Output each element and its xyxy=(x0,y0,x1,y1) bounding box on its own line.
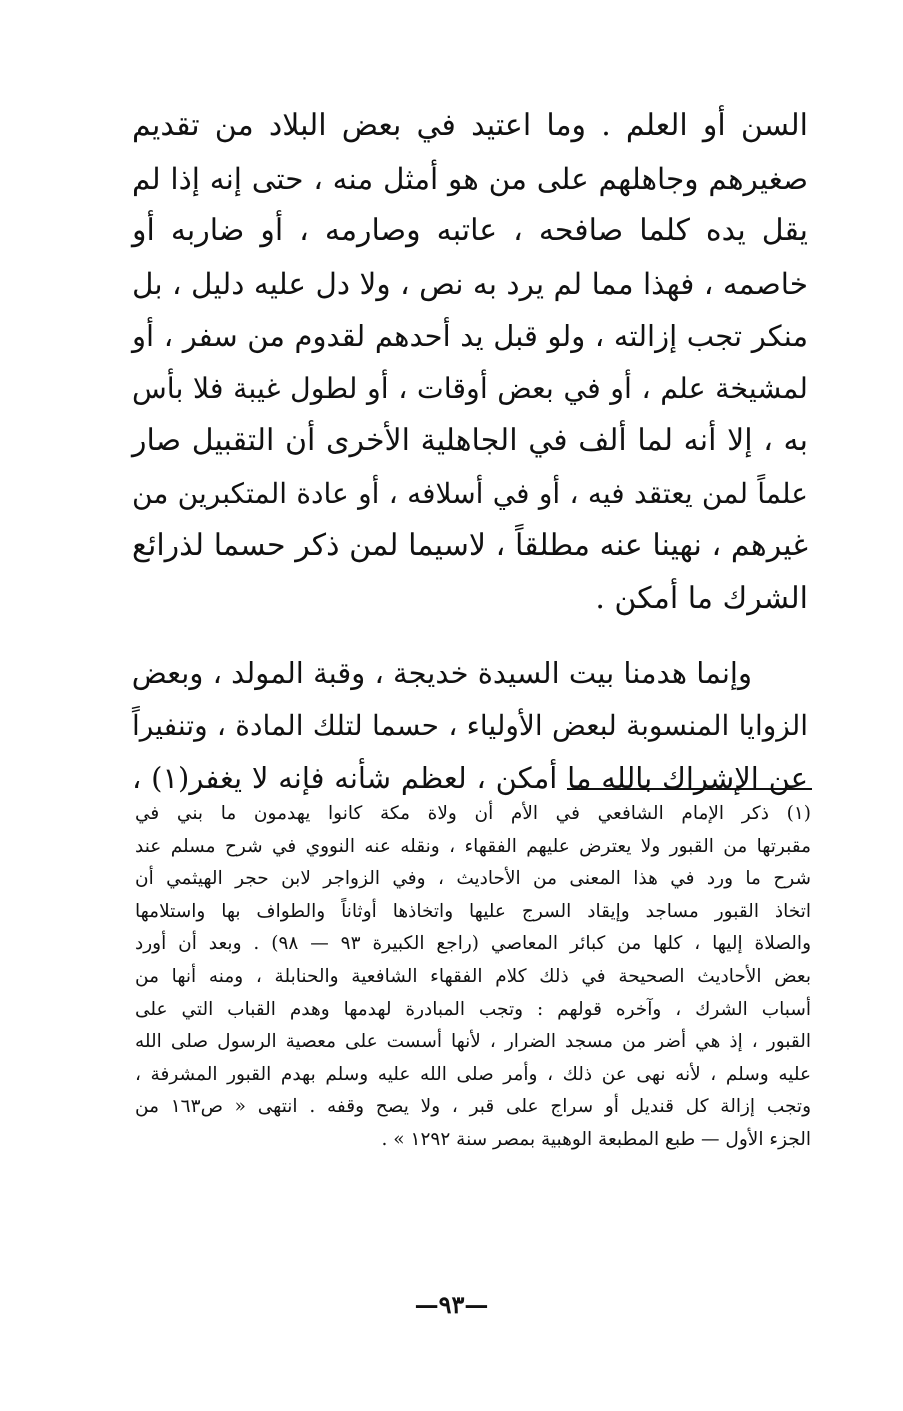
footnote-separator xyxy=(567,788,812,790)
text-line: لمشيخة علم ، أو في بعض أوقات ، أو لطول غيبة فلا بأس xyxy=(132,371,808,405)
text-line: الشرك ما أمكن . xyxy=(595,580,808,616)
footnote-line: أسباب الشرك ، وآخره قولهم : وتجب المبادرة لهدمها وهدم القباب التي على xyxy=(135,998,811,1020)
footnote-line: بعض الأحاديث الصحيحة في ذلك كلام الفقهاء الشافعية والحنابلة ، ومنه أنها من xyxy=(135,965,811,987)
text-line: يقل يده كلما صافحه ، عاتبه وصارمه ، أو ضاربه أو xyxy=(132,213,808,248)
main-text xyxy=(132,100,808,805)
text-line: عن الإشراك بالله ما أمكن ، لعظم شأنه فإنه لا يغفر(١) ، xyxy=(132,761,808,795)
page-number: —٩٣— xyxy=(414,1290,489,1319)
text-line: صغيرهم وجاهلهم على من هو أمثل منه ، حتى إنه إذا لم xyxy=(132,161,808,196)
footnote-line: الجزء الأول — طبع المطبعة الوهبية بمصر سنة ١٢٩٢ » . xyxy=(381,1128,811,1150)
footnote-line: القبور ، إذ هي أضر من مسجد الضرار ، لأنها أسست على معصية الرسول صلى الله xyxy=(135,1031,811,1053)
text-line: به ، إلا أنه لما ألف في الجاهلية الأخرى أن التقبيل صار xyxy=(132,423,808,458)
footnote-line: عليه وسلم ، لأنه نهى عن ذلك ، وأمر صلى الله عليه وسلم بهدم القبور المشرفة ، xyxy=(135,1063,811,1085)
footnote-line: مقبرتها من القبور ولا يعترض عليهم الفقهاء ، ونقله عنه النووي في شرح مسلم عند xyxy=(135,835,811,857)
text-line: خاصمه ، فهذا مما لم يرد به نص ، ولا دل عليه دليل ، بل xyxy=(132,266,808,301)
text-line: علماً لمن يعتقد فيه ، أو في أسلافه ، أو عادة المتكبرين من xyxy=(132,476,808,510)
text-line: وإنما هدمنا بيت السيدة خديجة ، وقبة المولد ، وبعض xyxy=(131,656,752,690)
text-line: السن أو العلم . وما اعتيد في بعض البلاد من تقديم xyxy=(132,108,808,143)
footnote-line: وتجب إزالة كل قنديل أو سراج على قبر ، ولا يصح وقفه . انتهى « ص١٦٣ من xyxy=(135,1096,812,1118)
paragraph-gap xyxy=(132,625,808,647)
footnote-line: شرح ما ورد في هذا المعنى من الأحاديث ، وفي الزواجر لابن حجر الهيثمي أن xyxy=(135,868,811,890)
footnote-line: والصلاة إليها ، كلها من كبائر المعاصي (راجع الكبيرة ٩٣ — ٩٨) . وبعد أن أورد xyxy=(135,933,812,955)
footnote-line: اتخاذ القبور مساجد وإيقاد السرج عليها واتخاذها أوثاناً والطواف بها واستلامها xyxy=(135,900,811,922)
footnote xyxy=(135,798,811,1157)
text-line: الزوايا المنسوبة لبعض الأولياء ، حسما لتلك المادة ، وتنفيراً xyxy=(132,708,808,742)
text-line: غيرهم ، نهينا عنه مطلقاً ، لاسيما لمن ذكر حسما لذرائع xyxy=(132,528,808,563)
text-line: منكر تجب إزالته ، ولو قبل يد أحدهم لقدوم من سفر ، أو xyxy=(132,319,808,353)
footnote-line: (١) ذكر الإمام الشافعي في الأم أن ولاة مكة كانوا يهدمون ما بني في xyxy=(135,803,811,824)
